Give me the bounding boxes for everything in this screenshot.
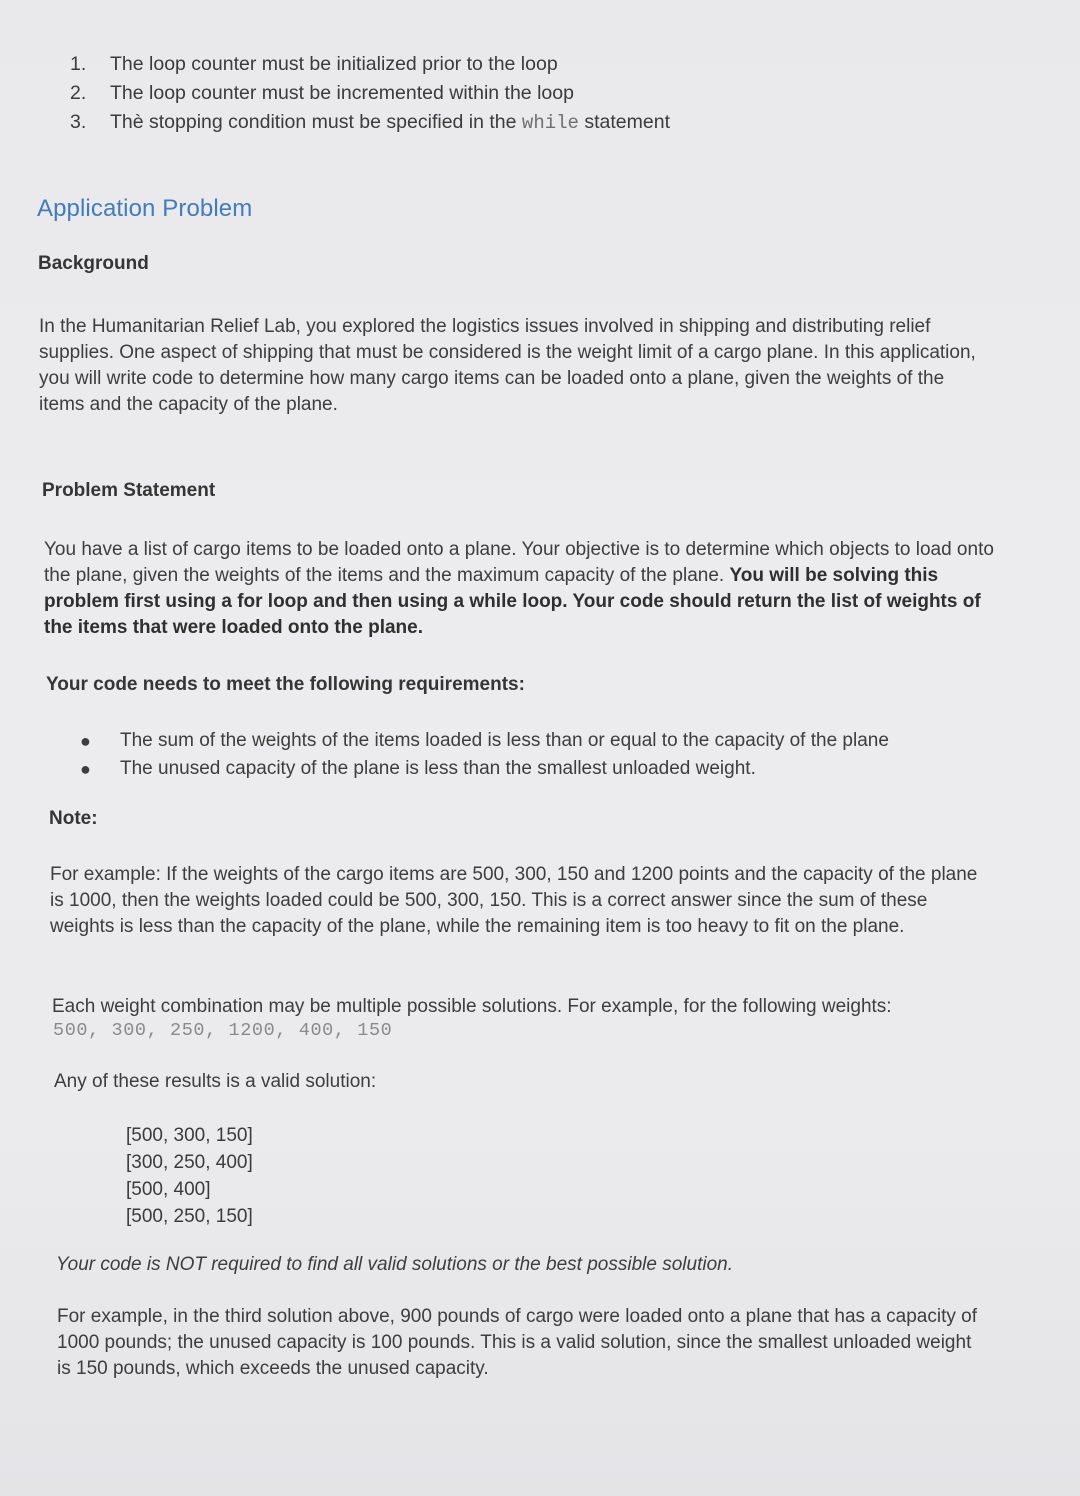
problem-heading: Problem Statement	[42, 480, 216, 501]
list-text	[110, 108, 670, 138]
list-item	[70, 108, 770, 138]
list-text-part: Thè stopping condition must be specified in the	[110, 111, 522, 133]
note-example-paragraph: For example: If the weights of the cargo items are 500, 300, 150 and 1200 points and the capacity of the plane is 1000, then the weights loaded could be 500, 300, 150. This is a correct answer since the sum of these weights is less than the capacity of the plane, while the remaining item is too heavy to fit on the plane.	[50, 864, 978, 937]
background-heading: Background	[38, 253, 149, 274]
requirements-list	[80, 727, 980, 783]
problem-text: You have a list of cargo items to be loaded onto a plane. Your objective is to determine which objects to load onto the plane, given the weights of the items and the maximum capacity of the plane.	[44, 539, 994, 586]
bullet-icon: ●	[80, 731, 91, 751]
background-paragraph: In the Humanitarian Relief Lab, you explored the logistics issues involved in shipping and distributing relief supplies. One aspect of shipping that must be considered is the weight limit of a cargo plane. In this application, you will write code to determine how many cargo items can be loaded onto a plane, given the weights of the items and the capacity of the plane.	[39, 316, 976, 415]
requirement-text: The unused capacity of the plane is less than the smallest unloaded weight.	[120, 758, 756, 779]
list-item: [500, 250, 150]	[126, 1206, 253, 1227]
list-item: [500, 400]	[126, 1179, 211, 1200]
list-item	[80, 727, 980, 755]
list-number: 3.	[70, 111, 87, 133]
not-required-note: Your code is NOT required to find all valid solutions or the best possible solution.	[56, 1254, 733, 1275]
weights-code: 500, 300, 250, 1200, 400, 150	[53, 1020, 393, 1041]
note-heading: Note:	[49, 808, 98, 829]
list-text-part: statement	[578, 111, 670, 133]
problem-paragraph	[44, 537, 999, 641]
inline-code-while: while	[521, 112, 579, 134]
bullet-icon: ●	[80, 759, 91, 779]
list-number: 2.	[70, 82, 87, 104]
list-text: The loop counter must be incremented within the loop	[110, 82, 574, 104]
valid-solutions-label: Any of these results is a valid solution:	[54, 1071, 377, 1092]
solutions-list	[126, 1122, 253, 1230]
problem-text-bold: You will be solving this problem first using a for loop and then using a while loop. Your code should return the list of weights of the items that were loaded onto the plane.	[44, 565, 981, 638]
explanation-paragraph: For example, in the third solution above, 900 pounds of cargo were loaded onto a plane that has a capacity of 1000 pounds; the unused capacity is 100 pounds. This is a valid solution, since the smallest unloaded weight is 150 pounds, which exceeds the unused capacity.	[57, 1306, 977, 1379]
loop-rules-list	[70, 50, 770, 138]
list-item: [300, 250, 400]	[126, 1152, 253, 1173]
list-text: The loop counter must be initialized prior to the loop	[110, 53, 558, 75]
list-item: [500, 300, 150]	[126, 1125, 253, 1146]
list-item	[70, 79, 770, 108]
list-item	[70, 50, 770, 79]
list-number: 1.	[70, 53, 87, 75]
list-item	[80, 755, 980, 783]
multiple-solutions-text: Each weight combination may be multiple possible solutions. For example, for the following weights:	[52, 996, 892, 1017]
section-title: Application Problem	[37, 195, 253, 222]
requirements-heading: Your code needs to meet the following requirements:	[46, 674, 525, 695]
requirement-text: The sum of the weights of the items loaded is less than or equal to the capacity of the plane	[120, 730, 889, 751]
